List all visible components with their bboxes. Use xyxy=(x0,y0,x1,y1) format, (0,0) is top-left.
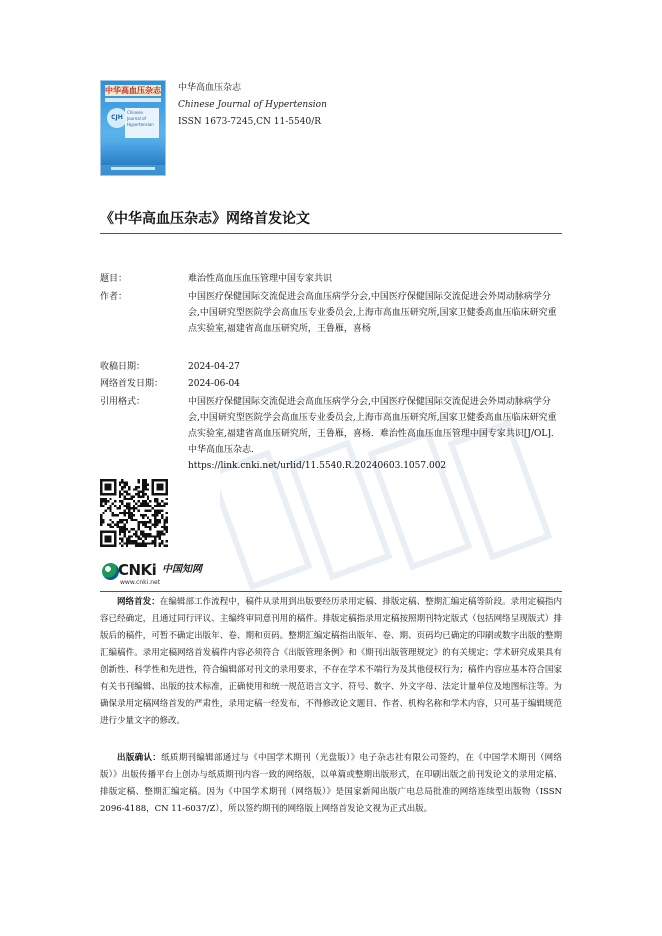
author-value: 中国医疗保健国际交流促进会高血压病学分会,中国医疗保健国际交流促进会外周动脉病学分会,中国研究型医院学会高血压专业委员会,上海市高血压研究所,国家卫健委高血压临床研究重点实验室,福建省高血压研究所，王鲁雁，喜杨 xyxy=(188,292,557,334)
cnki-logo-word: CNKi xyxy=(118,561,157,579)
author-label: 作者： xyxy=(100,292,128,302)
journal-issn: ISSN 1673-7245,CN 11-5540/R xyxy=(178,117,322,127)
notice-publication-text: 纸质期刊编辑部通过与《中国学术期刊（光盘版）》电子杂志社有限公司签约，在《中国学术期刊（网络版）》出版传播平台上创办与纸质期刊内容一致的网络版，以单篇或整期出版形式，在印刷出版之前刊发论文的录用定稿、排版定稿、整期汇编定稿。因为《中国学术期刊（网络版）》是国家新闻出版广电总局批准的网络连续型出版物（ISSN 2096-4188，CN 11-6037/Z），所以签约期刊的网络版上网络首发论文视为正式出版。 xyxy=(100,753,562,814)
title-label: 题目： xyxy=(100,274,128,284)
online-date-label: 网络首发日期： xyxy=(100,379,164,389)
received-date-value: 2024-04-27 xyxy=(188,362,240,372)
citation-text: 中国医疗保健国际交流促进会高血压病学分会,中国医疗保健国际交流促进会外周动脉病学分会,中国研究型医院学会高血压专业委员会,上海市高血压研究所,国家卫健委高血压临床研究重点实验室,福建省高血压研究所，王鲁雁，喜杨．难治性高血压血压管理中国专家共识[J/OL]．中华高血压杂志． xyxy=(188,397,560,455)
citation-label: 引用格式： xyxy=(100,397,146,407)
notice-online-first-text: 在编辑部工作流程中，稿件从录用到出版要经历录用定稿、排版定稿、整期汇编定稿等阶段。录用定稿指内容已经确定，且通过同行评议、主编终审同意刊用的稿件。排版定稿指录用定稿按照期刊特定版式（包括网络呈现版式）排版后的稿件，可暂不确定出版年、卷、期和页码。整期汇编定稿指出版年、卷、期、页码均已确定的印刷或数字出版的整期汇编稿件。录用定稿网络首发稿件内容必须符合《出版管理条例》和《期刊出版管理规定》的有关规定；学术研究成果具有创新性、科学性和先进性，符合编辑部对刊文的录用要求，不存在学术不端行为及其他侵权行为；稿件内容应基本符合国家有关书刊编辑、出版的技术标准，正确使用和统一规范语言文字、符号、数字、外文字母、法定计量单位及地图标注等。为确保录用定稿网络首发的严肃性，录用定稿一经发布，不得修改论文题目、作者、机构名称和学术内容，只可基于编辑规范进行少量文字的修改。 xyxy=(100,597,562,726)
journal-cover-image xyxy=(100,80,166,176)
online-date-value: 2024-06-04 xyxy=(188,379,240,389)
citation-value xyxy=(188,394,562,474)
citation-url-link[interactable]: https://link.cnki.net/urlid/11.5540.R.20240603.1057.002 xyxy=(188,461,447,471)
qr-code[interactable] xyxy=(100,479,168,547)
cnki-logo-url: www.cnki.net xyxy=(120,579,161,586)
logo-divider xyxy=(100,591,562,592)
journal-name-en: Chinese Journal of Hypertension xyxy=(178,100,327,110)
cover-subtitle-band xyxy=(105,98,161,102)
cnki-logo-icon xyxy=(102,563,119,580)
title-divider xyxy=(100,233,562,234)
cnki-logo-cn: 中国知网 xyxy=(162,564,202,575)
notice-publication-heading: 出版确认： xyxy=(117,753,162,763)
received-date-label: 收稿日期： xyxy=(100,362,146,372)
notice-online-first-heading: 网络首发： xyxy=(117,597,160,607)
cover-footer-band xyxy=(111,167,155,170)
journal-name-cn: 中华高血压杂志 xyxy=(178,83,242,93)
notice-online-first xyxy=(100,594,562,730)
section-title: 《中华高血压杂志》网络首发论文 xyxy=(100,211,310,227)
title-value: 难治性高血压血压管理中国专家共识 xyxy=(188,274,333,284)
cover-text-box: Chinese Journal of Hypertension xyxy=(125,108,159,138)
notice-publication xyxy=(100,750,562,818)
cover-title: 中华高血压杂志 xyxy=(105,86,161,95)
cover-band xyxy=(101,143,165,165)
cover-emblem: CJH xyxy=(107,108,127,128)
